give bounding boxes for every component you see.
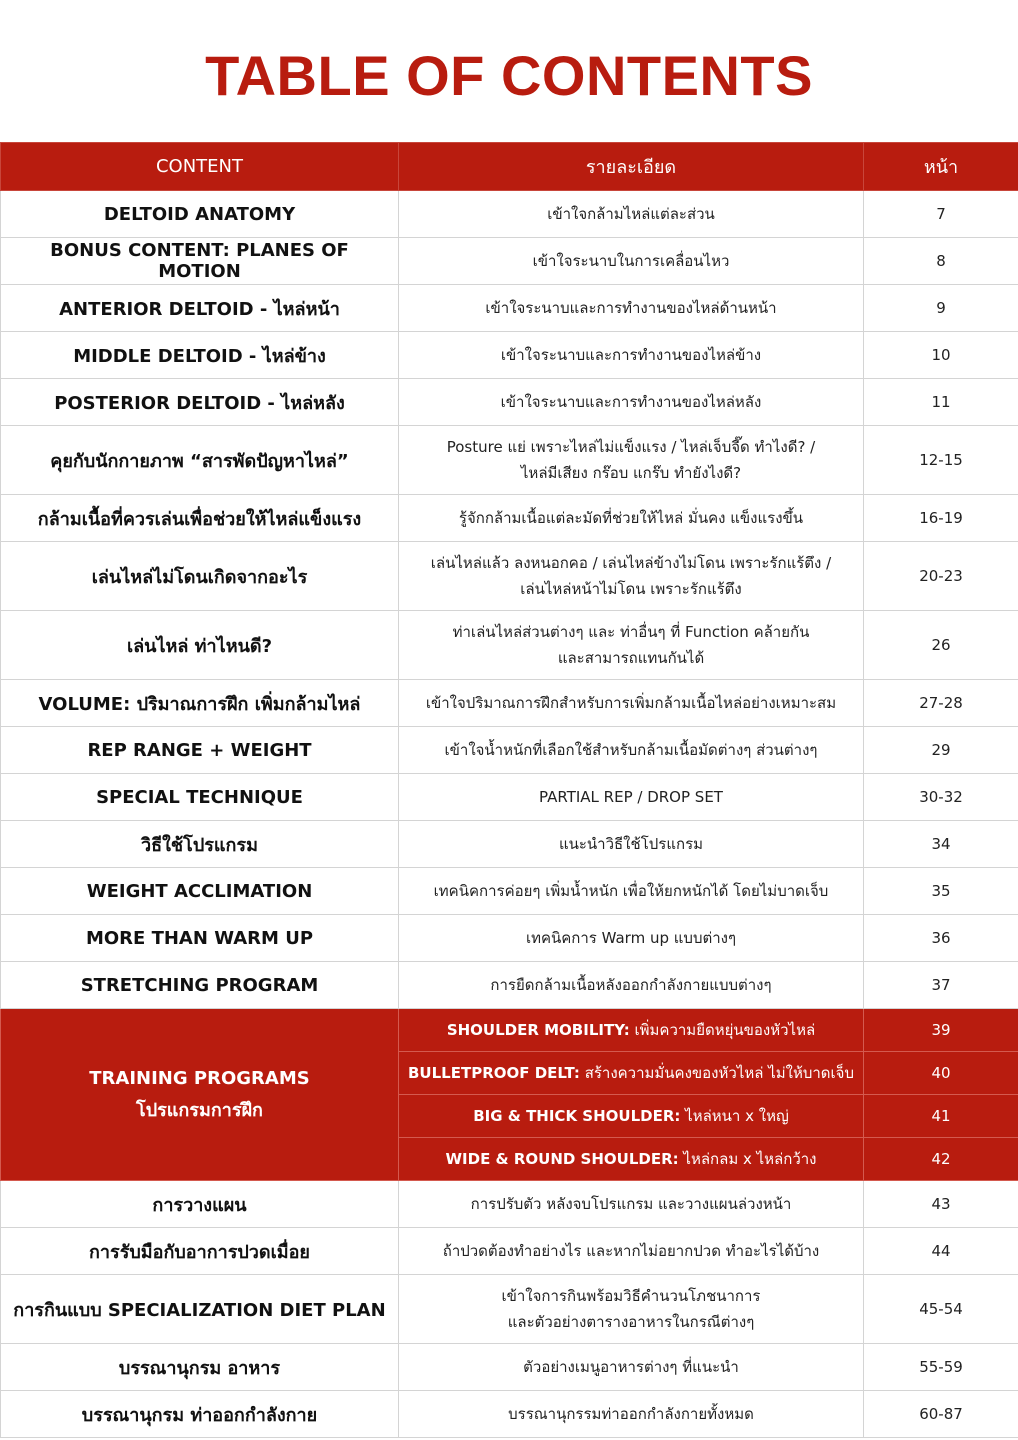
row-page-number: 60-87 xyxy=(864,1391,1018,1438)
program-detail xyxy=(399,1095,864,1138)
row-content-name: เล่นไหล่ไม่โดนเกิดจากอะไร xyxy=(1,542,399,611)
table-row xyxy=(1,1181,1018,1228)
row-detail-line: เข้าใจระนาบในการเคลื่อนไหว xyxy=(532,252,730,270)
row-content-name: ANTERIOR DELTOID - ไหล่หน้า xyxy=(1,285,399,332)
program-row xyxy=(1,1009,1018,1052)
program-name: SHOULDER MOBILITY: xyxy=(446,1021,630,1039)
programs-title-th: โปรแกรมการฝึก xyxy=(136,1099,263,1121)
toc-table xyxy=(0,142,1018,1438)
table-row xyxy=(1,774,1018,821)
row-content-name: DELTOID ANATOMY xyxy=(1,191,399,238)
program-description: เพิ่มความยืดหยุ่นของหัวไหล่ xyxy=(629,1021,816,1039)
row-page-number: 11 xyxy=(864,379,1018,426)
header-detail: รายละเอียด xyxy=(399,143,864,191)
row-detail xyxy=(399,611,864,680)
row-detail xyxy=(399,868,864,915)
row-content-name: MIDDLE DELTOID - ไหล่ข้าง xyxy=(1,332,399,379)
row-detail-line: ตัวอย่างเมนูอาหารต่างๆ ที่แนะนำ xyxy=(523,1358,739,1376)
row-page-number: 34 xyxy=(864,821,1018,868)
row-page-number: 37 xyxy=(864,962,1018,1009)
row-page-number: 45-54 xyxy=(864,1275,1018,1344)
row-page-number: 26 xyxy=(864,611,1018,680)
row-detail-line: Posture แย่ เพราะไหล่ไม่แข็งแรง / ไหล่เจ็บจี๊ด ทำไงดี? / xyxy=(446,438,816,456)
program-description: สร้างความมั่นคงของหัวไหล่ ไม่ให้บาดเจ็บ xyxy=(579,1064,854,1082)
row-content-name: WEIGHT ACCLIMATION xyxy=(1,868,399,915)
row-detail-line: แนะนำวิธีใช้โปรแกรม xyxy=(558,835,704,853)
row-detail xyxy=(399,426,864,495)
row-content-name: เล่นไหล่ ท่าไหนดี? xyxy=(1,611,399,680)
row-detail xyxy=(399,1181,864,1228)
table-row xyxy=(1,680,1018,727)
program-detail xyxy=(399,1138,864,1181)
row-page-number: 29 xyxy=(864,727,1018,774)
row-detail xyxy=(399,332,864,379)
row-page-number: 9 xyxy=(864,285,1018,332)
row-content-name: คุยกับนักกายภาพ “สารพัดปัญหาไหล่” xyxy=(1,426,399,495)
row-page-number: 12-15 xyxy=(864,426,1018,495)
row-page-number: 20-23 xyxy=(864,542,1018,611)
row-content-name: REP RANGE + WEIGHT xyxy=(1,727,399,774)
row-detail-line: และตัวอย่างตารางอาหารในกรณีต่างๆ xyxy=(507,1313,755,1331)
row-content-name: บรรณานุกรม อาหาร xyxy=(1,1344,399,1391)
row-detail-line: ไหล่มีเสียง กร๊อบ แกร๊บ ทำยังไงดี? xyxy=(520,464,742,482)
table-row xyxy=(1,611,1018,680)
row-detail-line: เข้าใจน้ำหนักที่เลือกใช้สำหรับกล้ามเนื้อมัดต่างๆ ส่วนต่างๆ xyxy=(444,741,818,759)
row-content-name: STRETCHING PROGRAM xyxy=(1,962,399,1009)
row-page-number: 30-32 xyxy=(864,774,1018,821)
row-detail xyxy=(399,1344,864,1391)
row-detail xyxy=(399,495,864,542)
program-page-number: 42 xyxy=(864,1138,1018,1181)
row-detail xyxy=(399,915,864,962)
row-content-name: POSTERIOR DELTOID - ไหล่หลัง xyxy=(1,379,399,426)
row-detail-line: เล่นไหล่หน้าไม่โดน เพราะรักแร้ตึง xyxy=(520,580,742,598)
table-row xyxy=(1,379,1018,426)
row-page-number: 7 xyxy=(864,191,1018,238)
row-content-name: SPECIAL TECHNIQUE xyxy=(1,774,399,821)
page-title: TABLE OF CONTENTS xyxy=(205,44,813,107)
toc-header-row xyxy=(1,143,1018,191)
row-page-number: 36 xyxy=(864,915,1018,962)
program-description: ไหล่หนา x ใหญ่ xyxy=(680,1107,789,1125)
row-detail xyxy=(399,1275,864,1344)
row-content-name: วิธีใช้โปรแกรม xyxy=(1,821,399,868)
table-row xyxy=(1,915,1018,962)
table-row xyxy=(1,1228,1018,1275)
row-detail-line: เข้าใจระนาบและการทำงานของไหล่หลัง xyxy=(500,393,762,411)
row-page-number: 55-59 xyxy=(864,1344,1018,1391)
row-detail xyxy=(399,1391,864,1438)
row-detail-line: ท่าเล่นไหล่ส่วนต่างๆ และ ท่าอื่นๆ ที่ Function คล้ายกัน xyxy=(452,623,810,641)
row-page-number: 10 xyxy=(864,332,1018,379)
row-content-name: BONUS CONTENT: PLANES OF MOTION xyxy=(1,238,399,285)
row-content-name: MORE THAN WARM UP xyxy=(1,915,399,962)
program-name: BULLETPROOF DELT: xyxy=(408,1064,580,1082)
row-detail-line: เทคนิคการ Warm up แบบต่างๆ xyxy=(525,929,737,947)
row-detail-line: รู้จักกล้ามเนื้อแต่ละมัดที่ช่วยให้ไหล่ มั่นคง แข็งแรงขึ้น xyxy=(458,509,804,527)
row-content-name: กล้ามเนื้อที่ควรเล่นเพื่อช่วยให้ไหล่แข็งแรง xyxy=(1,495,399,542)
program-description: ไหล่กลม x ไหล่กว้าง xyxy=(678,1150,817,1168)
row-detail xyxy=(399,285,864,332)
table-row xyxy=(1,1275,1018,1344)
program-detail xyxy=(399,1052,864,1095)
row-content-name: บรรณานุกรม ท่าออกกำลังกาย xyxy=(1,1391,399,1438)
row-detail-line: เข้าใจระนาบและการทำงานของไหล่ข้าง xyxy=(500,346,762,364)
row-detail xyxy=(399,821,864,868)
table-row xyxy=(1,821,1018,868)
row-detail xyxy=(399,774,864,821)
row-detail xyxy=(399,962,864,1009)
header-content: CONTENT xyxy=(1,143,399,191)
row-detail-line: บรรณานุกรรมท่าออกกำลังกายทั้งหมด xyxy=(508,1405,754,1423)
row-detail-line: เทคนิคการค่อยๆ เพิ่มน้ำหนัก เพื่อให้ยกหนักได้ โดยไม่บาดเจ็บ xyxy=(433,882,829,900)
row-detail xyxy=(399,727,864,774)
row-content-name: การรับมือกับอาการปวดเมื่อย xyxy=(1,1228,399,1275)
row-content-name: การกินแบบ SPECIALIZATION DIET PLAN xyxy=(1,1275,399,1344)
row-page-number: 27-28 xyxy=(864,680,1018,727)
program-page-number: 40 xyxy=(864,1052,1018,1095)
row-page-number: 43 xyxy=(864,1181,1018,1228)
row-detail-line: การปรับตัว หลังจบโปรแกรม และวางแผนล่วงหน้า xyxy=(470,1195,792,1213)
row-detail-line: เข้าใจปริมาณการฝึกสำหรับการเพิ่มกล้ามเนื้อไหล่อย่างเหมาะสม xyxy=(425,694,837,712)
row-detail xyxy=(399,191,864,238)
table-row xyxy=(1,727,1018,774)
table-row xyxy=(1,285,1018,332)
row-detail-line: เล่นไหล่แล้ว ลงหนอกคอ / เล่นไหล่ข้างไม่โดน เพราะรักแร้ตึง / xyxy=(430,554,832,572)
table-row xyxy=(1,962,1018,1009)
row-detail-line: การยืดกล้ามเนื้อหลังออกกำลังกายแบบต่างๆ xyxy=(490,976,772,994)
table-row xyxy=(1,1344,1018,1391)
programs-title xyxy=(1,1009,399,1181)
table-row xyxy=(1,868,1018,915)
row-detail xyxy=(399,680,864,727)
row-detail-line: เข้าใจกล้ามไหล่แต่ละส่วน xyxy=(547,205,715,223)
table-row xyxy=(1,426,1018,495)
row-detail xyxy=(399,1228,864,1275)
table-row xyxy=(1,1391,1018,1438)
row-detail-line: เข้าใจการกินพร้อมวิธีคำนวนโภชนาการ xyxy=(501,1287,761,1305)
table-row xyxy=(1,238,1018,285)
program-name: BIG & THICK SHOULDER: xyxy=(473,1107,681,1125)
table-row xyxy=(1,332,1018,379)
table-row xyxy=(1,542,1018,611)
row-detail-line: และสามารถแทนกันได้ xyxy=(557,649,705,667)
header-page: หน้า xyxy=(864,143,1018,191)
table-row xyxy=(1,191,1018,238)
row-content-name: การวางแผน xyxy=(1,1181,399,1228)
row-detail xyxy=(399,379,864,426)
row-page-number: 35 xyxy=(864,868,1018,915)
programs-title-en: TRAINING PROGRAMS xyxy=(89,1067,310,1089)
row-page-number: 16-19 xyxy=(864,495,1018,542)
program-page-number: 41 xyxy=(864,1095,1018,1138)
row-page-number: 44 xyxy=(864,1228,1018,1275)
row-content-name: VOLUME: ปริมาณการฝึก เพิ่มกล้ามไหล่ xyxy=(1,680,399,727)
program-detail xyxy=(399,1009,864,1052)
program-page-number: 39 xyxy=(864,1009,1018,1052)
program-name: WIDE & ROUND SHOULDER: xyxy=(445,1150,679,1168)
row-detail xyxy=(399,238,864,285)
row-detail-line: ถ้าปวดต้องทำอย่างไร และหากไม่อยากปวด ทำอะไรได้บ้าง xyxy=(442,1242,820,1260)
row-detail-line: PARTIAL REP / DROP SET xyxy=(539,788,723,806)
row-page-number: 8 xyxy=(864,238,1018,285)
table-row xyxy=(1,495,1018,542)
toc-body xyxy=(1,191,1018,1438)
row-detail xyxy=(399,542,864,611)
row-detail-line: เข้าใจระนาบและการทำงานของไหล่ด้านหน้า xyxy=(485,299,777,317)
